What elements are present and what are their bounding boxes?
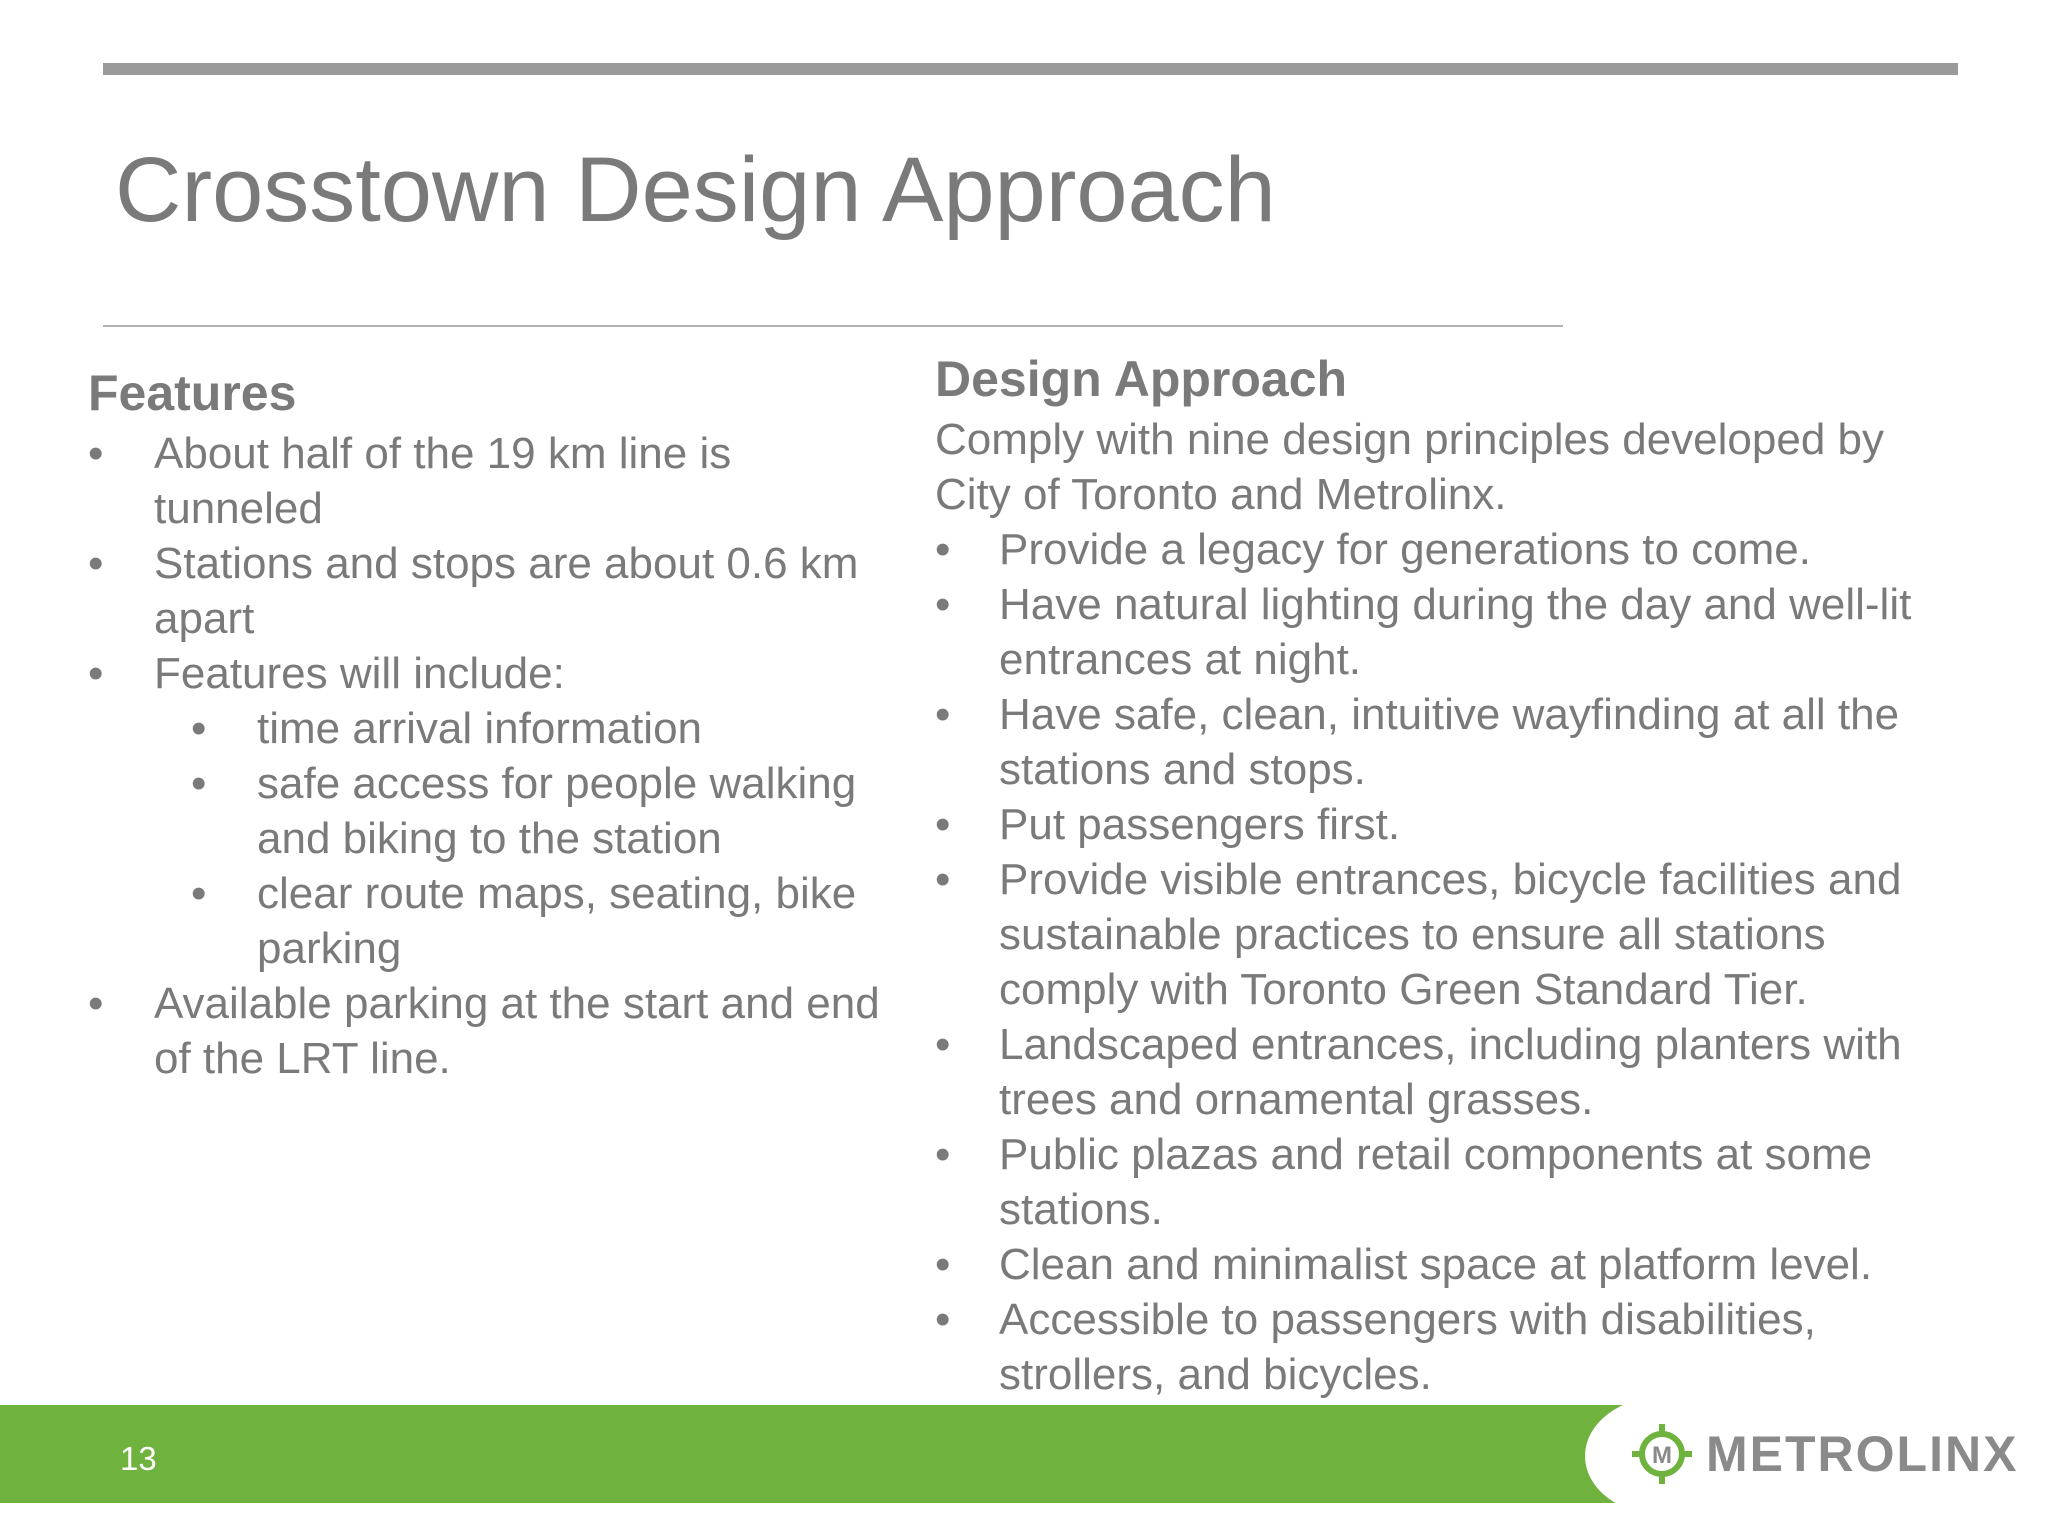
bullet: •: [935, 855, 951, 904]
list-item-text: About half of the 19 km line is tunneled: [154, 429, 732, 533]
title-rule: [103, 325, 1563, 327]
sub-list-item: [191, 866, 888, 976]
bullet: •: [935, 1295, 951, 1344]
page-number: 13: [120, 1440, 157, 1477]
list-item-text: Have safe, clean, intuitive wayfinding at all the stations and stops.: [999, 690, 1900, 794]
slide-title: Crosstown Design Approach: [115, 139, 1276, 241]
list-item-text: Stations and stops are about 0.6 km apart: [154, 539, 859, 643]
bullet: •: [88, 539, 104, 588]
bullet: •: [935, 800, 951, 849]
list-item-text: Provide a legacy for generations to come.: [999, 525, 1812, 574]
list-item-text: Features will include:: [154, 649, 565, 698]
list-item: [935, 797, 1965, 852]
sub-list-item-text: safe access for people walking and biking to the station: [257, 759, 857, 863]
sub-list-item-text: time arrival information: [257, 704, 703, 753]
list-item-text: Clean and minimalist space at platform level.: [999, 1240, 1873, 1289]
bullet: •: [88, 979, 104, 1028]
list-item-text: Available parking at the start and end of the LRT line.: [154, 979, 880, 1083]
logo-text: METROLINX: [1706, 1426, 2019, 1482]
bullet: •: [191, 704, 207, 753]
design-approach-column: [935, 350, 1965, 1402]
logo-mark-letter: M: [1652, 1442, 1672, 1469]
design-approach-heading: Design Approach: [935, 351, 1348, 407]
list-item: [935, 1127, 1965, 1237]
design-principles-list: [935, 522, 1965, 1402]
list-item-text: Have natural lighting during the day and well-lit entrances at night.: [999, 580, 1912, 684]
list-item: [935, 852, 1965, 1017]
top-rule: [103, 63, 1958, 75]
sub-list-item: [191, 701, 888, 756]
list-item: [88, 976, 888, 1086]
metrolinx-logo-icon: [1630, 1422, 1694, 1486]
list-item-text: Landscaped entrances, including planters with trees and ornamental grasses.: [999, 1020, 1902, 1124]
sub-list-item: [191, 756, 888, 866]
bullet: •: [191, 869, 207, 918]
sub-list-item-text: clear route maps, seating, bike parking: [257, 869, 857, 973]
design-approach-intro: Comply with nine design principles developed by City of Toronto and Metrolinx.: [935, 415, 1884, 519]
list-item: [88, 646, 888, 976]
list-item-text: Put passengers first.: [999, 800, 1401, 849]
list-item: [935, 687, 1965, 797]
bullet: •: [935, 1240, 951, 1289]
bullet: •: [935, 580, 951, 629]
bullet: •: [935, 1130, 951, 1179]
list-item: [88, 426, 888, 536]
features-sublist: [191, 701, 888, 976]
bullet: •: [88, 649, 104, 698]
features-column: [88, 364, 888, 1086]
bullet: •: [88, 429, 104, 478]
list-item-text: Accessible to passengers with disabilities, strollers, and bicycles.: [999, 1295, 1816, 1399]
list-item: [935, 522, 1965, 577]
list-item: [935, 1017, 1965, 1127]
features-heading: Features: [88, 365, 297, 421]
bullet: •: [935, 690, 951, 739]
list-item-text: Provide visible entrances, bicycle facilities and sustainable practices to ensure all stations comply with Toronto Green Standard Tier.: [999, 855, 1902, 1014]
list-item: [88, 536, 888, 646]
list-item-text: Public plazas and retail components at some stations.: [999, 1130, 1873, 1234]
list-item: [935, 1237, 1965, 1292]
features-list: [88, 426, 888, 1086]
list-item: [935, 577, 1965, 687]
bullet: •: [935, 525, 951, 574]
bullet: •: [191, 759, 207, 808]
bullet: •: [935, 1020, 951, 1069]
list-item: [935, 1292, 1965, 1402]
metrolinx-logo: [1630, 1422, 2018, 1486]
